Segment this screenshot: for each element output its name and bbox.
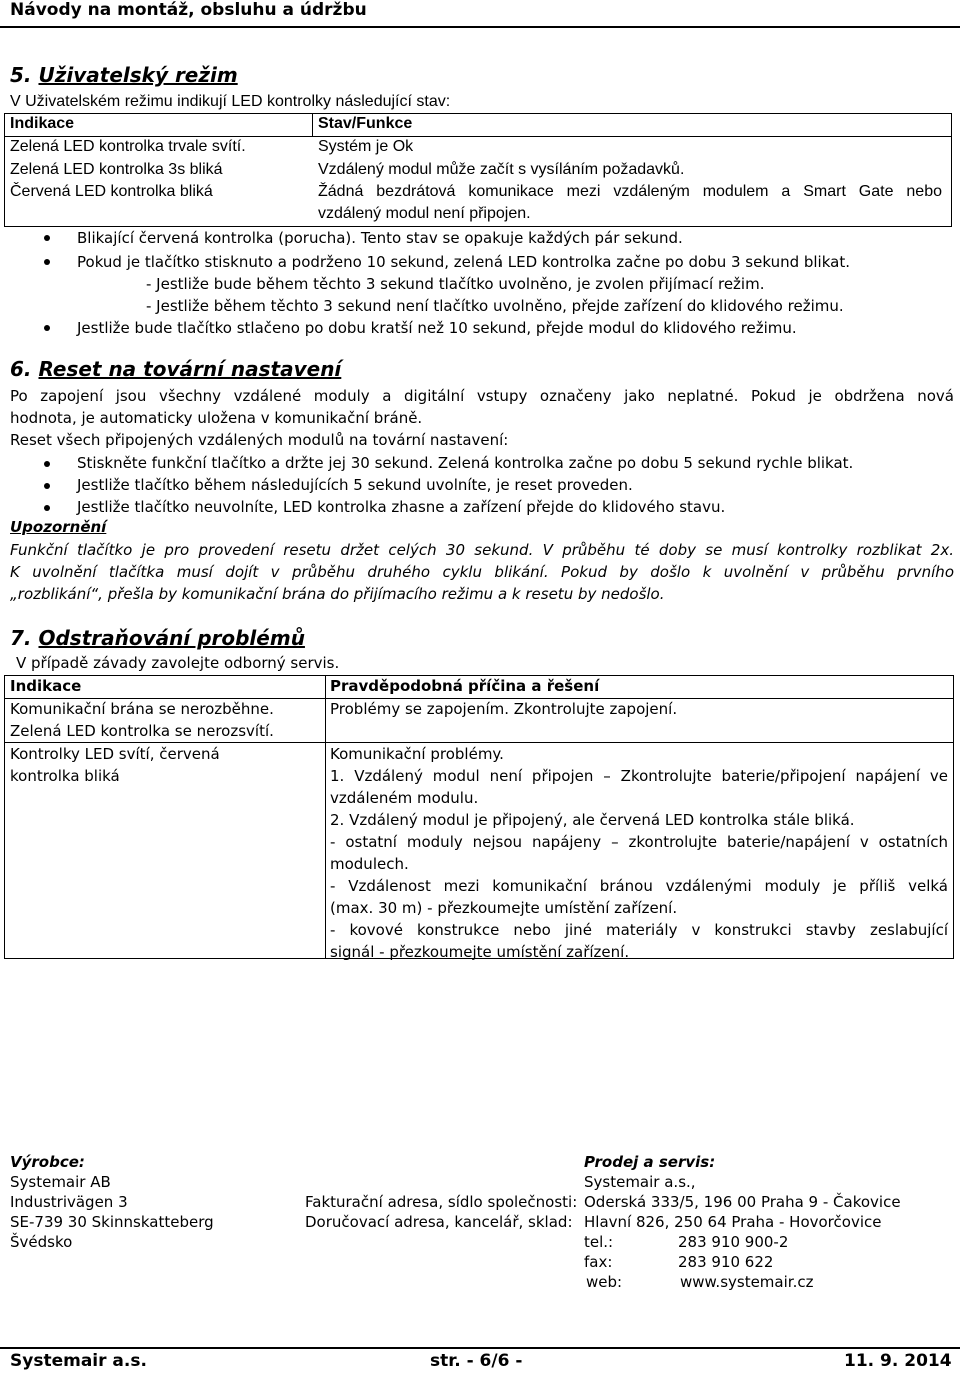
trouble-row-2-line: - kovové konstrukce nebo jiné materiály v konstrukci stavby zeslabující	[330, 921, 948, 939]
trouble-row-1-cause: Problémy se zapojením. Zkontrolujte zapojení.	[330, 700, 678, 718]
table-row-3-indication: Červená LED kontrolka bliká	[10, 183, 213, 200]
warning-line1: Funkční tlačítko je pro provedení resetu držet celých 30 sekund. V průběhu té doby se musí kontrolky rozblikat 2x.	[10, 541, 954, 559]
section-5-bullet-1: Blikající červená kontrolka (porucha). Tento stav se opakuje každých pár sekund.	[77, 229, 683, 247]
manufacturer-line: Švédsko	[10, 1233, 73, 1251]
trouble-row-2-line: signál - přezkoumejte umístění zařízení.	[330, 943, 630, 961]
section-6-reset-intro: Reset všech připojených vzdálených modulů na tovární nastavení:	[10, 431, 509, 449]
section-5-title: Uživatelský režim	[38, 63, 238, 87]
fax-value: 283 910 622	[678, 1253, 774, 1271]
section-6-paragraph-line2: hodnota, je automaticky uložena v komunikační bráně.	[10, 409, 423, 427]
tel-value: 283 910 900-2	[678, 1233, 789, 1251]
section-5-dash-1: - Jestliže bude během těchto 3 sekund tlačítko uvolněno, je zvolen přijímací režim.	[146, 275, 765, 293]
warning-line2: K uvolnění tlačítka musí dojít v průběhu druhého cyklu blikání. Pokud by došlo k uvolnění v průběhu prvního	[10, 563, 954, 581]
trouble-row-1-indication-line1: Komunikační brána se nerozběhne.	[10, 700, 274, 718]
sales-service-label: Prodej a servis:	[584, 1153, 716, 1171]
manufacturer-line: Industrivägen 3	[10, 1193, 128, 1211]
trouble-header-indication: Indikace	[10, 677, 82, 695]
table-col-divider	[325, 676, 326, 958]
table-row-1-state: Systém je Ok	[318, 138, 414, 155]
trouble-row-2-line: Komunikační problémy.	[330, 745, 504, 763]
table-header-indication: Indikace	[10, 115, 75, 132]
section-5-bullet-3: Jestliže bude tlačítko stlačeno po dobu kratší než 10 sekund, přejde modul do klidového režimu.	[77, 319, 797, 337]
bullet-dot	[44, 483, 50, 489]
section-6-bullet-2: Jestliže tlačítko během následujících 5 sekund uvolníte, je reset proveden.	[77, 476, 633, 494]
bullet-dot	[44, 461, 50, 467]
trouble-row-2-line: 2. Vzdálený modul je připojený, ale červená LED kontrolka stále bliká.	[330, 811, 855, 829]
section-6-bullet-3: Jestliže tlačítko neuvolníte, LED kontrolka zhasne a zařízení přejde do klidového stavu.	[77, 498, 726, 516]
footer-rule	[0, 1347, 960, 1349]
tel-label: tel.:	[584, 1233, 614, 1251]
trouble-row-2-line: modulech.	[330, 855, 409, 873]
bullet-dot	[44, 259, 50, 265]
trouble-row-1-indication-line2: Zelená LED kontrolka se nerozsvítí.	[10, 722, 274, 740]
manufacturer-line: SE-739 30 Skinnskatteberg	[10, 1213, 214, 1231]
footer-page-number: str. - 6/6 -	[430, 1351, 523, 1371]
warning-title: Upozornění	[10, 518, 107, 536]
sales-billing-address: Oderská 333/5, 196 00 Praha 9 - Čakovice	[584, 1193, 901, 1211]
trouble-row-2-indication-line2: kontrolka bliká	[10, 767, 120, 785]
table-row-3-state-line1: Žádná bezdrátová komunikace mezi vzdáleným modulem a Smart Gate nebo	[318, 183, 942, 200]
section-5-number: 5.	[10, 63, 32, 87]
section-6-paragraph-line1: Po zapojení jsou všechny vzdálené moduly a digitální vstupy označeny jako neplatné. Pokud je obdržena nová	[10, 387, 954, 405]
section-7-title: Odstraňování problémů	[38, 626, 305, 650]
trouble-row-2-line: 1. Vzdálený modul není připojen – Zkontrolujte baterie/připojení napájení ve	[330, 767, 948, 785]
section-6-number: 6.	[10, 357, 32, 381]
table-header-state: Stav/Funkce	[318, 115, 413, 132]
section-5-heading	[10, 63, 238, 87]
trouble-header-cause: Pravděpodobná příčina a řešení	[330, 677, 600, 695]
footer-date: 11. 9. 2014	[844, 1351, 952, 1371]
section-5-dash-2: - Jestliže během těchto 3 sekund není tlačítko uvolněno, přejde zařízení do klidového režimu.	[146, 297, 844, 315]
section-7-intro: V případě závady zavolejte odborný servis.	[16, 654, 340, 672]
section-5-bullet-2: Pokud je tlačítko stisknuto a podrženo 10 sekund, zelená LED kontrolka začne po dobu 3 sekund blikat.	[77, 253, 850, 271]
web-link[interactable]: www.systemair.cz	[680, 1273, 814, 1291]
table-row-1-indication: Zelená LED kontrolka trvale svítí.	[10, 138, 246, 155]
trouble-row-2-line: (max. 30 m) - přezkoumejte umístění zařízení.	[330, 899, 678, 917]
delivery-address-label: Doručovací adresa, kancelář, sklad:	[305, 1213, 573, 1231]
section-7-heading	[10, 626, 305, 650]
table-row-3-state-line2: vzdálený modul není připojen.	[318, 205, 531, 222]
header-rule	[0, 26, 960, 28]
trouble-row-2-line: - Vzdálenost mezi komunikační bránou vzdálenými moduly je příliš velká	[330, 877, 948, 895]
trouble-row-2-indication-line1: Kontrolky LED svítí, červená	[10, 745, 220, 763]
fax-label: fax:	[584, 1253, 613, 1271]
trouble-row-2-line: - ostatní moduly nejsou napájeny – zkontrolujte baterie/napájení v ostatních	[330, 833, 948, 851]
section-6-title: Reset na tovární nastavení	[38, 357, 342, 381]
bullet-dot	[44, 505, 50, 511]
manufacturer-label: Výrobce:	[10, 1153, 85, 1171]
trouble-row-2-line: vzdáleném modulu.	[330, 789, 479, 807]
billing-address-label: Fakturační adresa, sídlo společnosti:	[305, 1193, 578, 1211]
warning-line3: „rozblikání“, přešla by komunikační brána do přijímacího režimu a k resetu by nedošlo.	[10, 585, 665, 603]
section-6-bullet-1: Stiskněte funkční tlačítko a držte jej 30 sekund. Zelená kontrolka začne po dobu 5 sekund rychle blikat.	[77, 454, 854, 472]
sales-company: Systemair a.s.,	[584, 1173, 696, 1191]
bullet-dot	[44, 325, 50, 331]
footer-company: Systemair a.s.	[10, 1351, 147, 1371]
table-row-2-state: Vzdálený modul může začít s vysíláním požadavků.	[318, 161, 685, 178]
section-7-number: 7.	[10, 626, 32, 650]
web-label: web:	[586, 1273, 623, 1291]
bullet-dot	[44, 235, 50, 241]
table-header-col-divider	[312, 114, 313, 136]
section-6-heading	[10, 357, 341, 381]
sales-delivery-address: Hlavní 826, 250 64 Praha - Hovorčovice	[584, 1213, 882, 1231]
document-header-title: Návody na montáž, obsluhu a údržbu	[10, 0, 367, 20]
table-row-2-indication: Zelená LED kontrolka 3s bliká	[10, 161, 223, 178]
section-5-intro: V Uživatelském režimu indikují LED kontrolky následující stav:	[10, 93, 451, 110]
manufacturer-line: Systemair AB	[10, 1173, 111, 1191]
